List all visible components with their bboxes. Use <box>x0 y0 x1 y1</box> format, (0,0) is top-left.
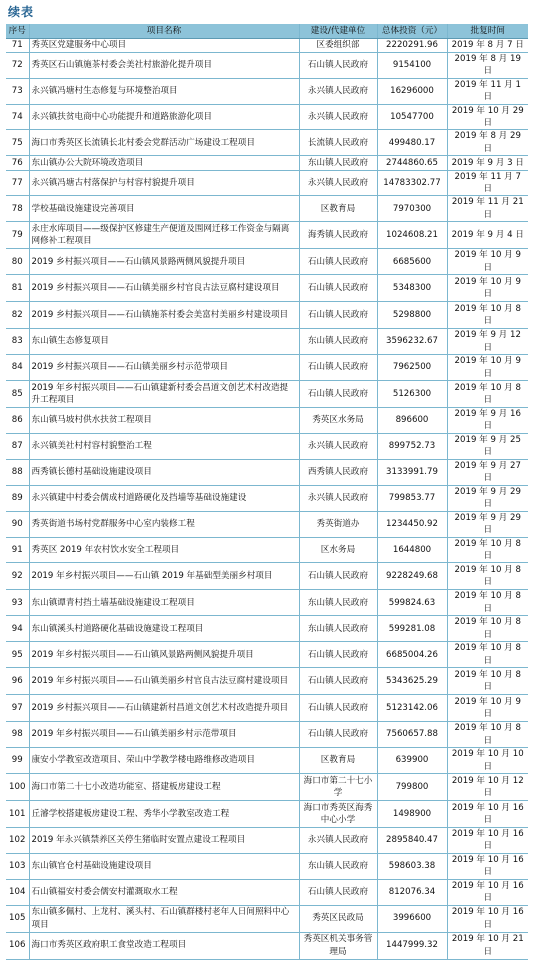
cell-investment: 598603.38 <box>377 853 447 879</box>
cell-project-name: 海口市第二十七小改造功能室、搭建板房建设工程 <box>29 774 299 801</box>
cell-date: 2019 年 11 月 7 日 <box>447 170 528 196</box>
cell-no: 104 <box>9 887 26 898</box>
cell-date: 2019 年 8 月 19 日 <box>447 52 528 78</box>
cell-project-name: 秀英街道书场村党群服务中心室内装修工程 <box>29 511 299 537</box>
table-row <box>6 642 528 668</box>
cell-investment: 639900 <box>377 748 447 774</box>
table-row <box>6 828 528 854</box>
cell-project-name: 2019 年乡村振兴项目——石山镇建新村委会昌道文创艺术村改造提升工程项目 <box>29 381 299 408</box>
cell-no: 94 <box>11 623 23 634</box>
cell-no: 77 <box>11 177 23 188</box>
page-title: 续表 <box>8 5 35 19</box>
cell-no: 93 <box>11 597 23 608</box>
cell-no: 105 <box>9 913 26 924</box>
cell-unit: 东山镇人民政府 <box>299 590 377 616</box>
cell-project-name: 石山镇福安村委会儒安村灌溉取水工程 <box>29 879 299 905</box>
cell-investment: 5348300 <box>377 275 447 302</box>
cell-unit: 秀英区水务局 <box>299 408 377 434</box>
cell-no: 91 <box>11 544 23 555</box>
cell-investment: 3133991.79 <box>377 459 447 485</box>
cell-no: 80 <box>11 256 23 267</box>
cell-no: 85 <box>11 388 23 399</box>
cell-date: 2019 年 8 月 7 日 <box>447 38 528 52</box>
table-row <box>6 408 528 434</box>
table-header <box>6 24 528 38</box>
cell-unit: 东山镇人民政府 <box>299 329 377 355</box>
header-no: 序号 <box>6 24 29 38</box>
cell-no: 100 <box>9 781 26 792</box>
cell-date: 2019 年 10 月 10 日 <box>447 748 528 774</box>
cell-unit: 区委组织部 <box>299 38 377 52</box>
cell-no: 74 <box>11 111 23 122</box>
cell-project-name: 东山镇官仓村基础设施建设项目 <box>29 853 299 879</box>
cell-date: 2019 年 10 月 9 日 <box>447 355 528 381</box>
cell-unit: 海口市秀英区海秀中心小学 <box>299 801 377 828</box>
table-row <box>6 381 528 408</box>
cell-no: 86 <box>11 415 23 426</box>
cell-project-name: 2019 年乡村振兴项目——石山镇美丽乡村官良古法豆腐村建设项目 <box>29 668 299 695</box>
table-row <box>6 748 528 774</box>
cell-investment: 9228249.68 <box>377 563 447 590</box>
cell-date: 2019 年 9 月 29 日 <box>447 485 528 511</box>
cell-project-name: 东山镇马坡村供水扶贫工程项目 <box>29 408 299 434</box>
table-row <box>6 905 528 932</box>
cell-unit: 东山镇人民政府 <box>299 853 377 879</box>
table-row <box>6 329 528 355</box>
cell-no: 83 <box>11 336 23 347</box>
cell-unit: 秀英街道办 <box>299 511 377 537</box>
cell-unit: 石山镇人民政府 <box>299 275 377 302</box>
cell-investment: 5123142.06 <box>377 695 447 722</box>
cell-unit: 永兴镇人民政府 <box>299 828 377 854</box>
cell-date: 2019 年 10 月 9 日 <box>447 275 528 302</box>
table-row <box>6 774 528 801</box>
table-row <box>6 196 528 222</box>
cell-no: 96 <box>11 675 23 686</box>
cell-investment: 3996600 <box>377 905 447 932</box>
cell-no: 73 <box>11 85 23 96</box>
cell-project-name: 永兴镇扶贫电商中心功能提升和道路旅游化项目 <box>29 104 299 130</box>
cell-investment: 2220291.96 <box>377 38 447 52</box>
cell-no: 102 <box>9 835 26 846</box>
cell-unit: 石山镇人民政府 <box>299 695 377 722</box>
cell-date: 2019 年 9 月 27 日 <box>447 459 528 485</box>
cell-unit: 区水务局 <box>299 537 377 563</box>
cell-investment: 5298800 <box>377 302 447 329</box>
cell-date: 2019 年 9 月 16 日 <box>447 408 528 434</box>
cell-project-name: 西秀镇长德村基础设施建设项目 <box>29 459 299 485</box>
cell-date: 2019 年 10 月 9 日 <box>447 695 528 722</box>
table-row <box>6 433 528 459</box>
cell-no: 72 <box>11 59 23 70</box>
table-row <box>6 78 528 104</box>
cell-date: 2019 年 10 月 8 日 <box>447 381 528 408</box>
cell-project-name: 东山镇谭青村挡土墙基础设施建设工程项目 <box>29 590 299 616</box>
cell-date: 2019 年 10 月 8 日 <box>447 302 528 329</box>
cell-project-name: 2019 年乡村振兴项目——石山镇风景路两侧风貌提升项目 <box>29 642 299 668</box>
table-row <box>6 104 528 130</box>
table-row <box>6 563 528 590</box>
cell-date: 2019 年 10 月 16 日 <box>447 879 528 905</box>
cell-unit: 永兴镇人民政府 <box>299 104 377 130</box>
cell-investment: 5126300 <box>377 381 447 408</box>
cell-no: 79 <box>11 230 23 241</box>
cell-no: 71 <box>11 39 23 50</box>
cell-date: 2019 年 11 月 1 日 <box>447 78 528 104</box>
cell-date: 2019 年 9 月 25 日 <box>447 433 528 459</box>
cell-unit: 海口市第二十七小学 <box>299 774 377 801</box>
cell-no: 88 <box>11 467 23 478</box>
cell-unit: 石山镇人民政府 <box>299 563 377 590</box>
cell-unit: 永兴镇人民政府 <box>299 433 377 459</box>
cell-no: 97 <box>11 702 23 713</box>
cell-investment: 14783302.77 <box>377 170 447 196</box>
cell-project-name: 秀英区党建服务中心项目 <box>29 38 299 52</box>
cell-investment: 1024608.21 <box>377 222 447 249</box>
cell-investment: 799800 <box>377 774 447 801</box>
cell-investment: 896600 <box>377 408 447 434</box>
cell-unit: 石山镇人民政府 <box>299 381 377 408</box>
cell-project-name: 永兴镇美社村村容村貌整治工程 <box>29 433 299 459</box>
table-row <box>6 590 528 616</box>
cell-no: 90 <box>11 518 23 529</box>
cell-date: 2019 年 10 月 16 日 <box>447 828 528 854</box>
cell-project-name: 2019 年永兴镇禁养区关停生猪临时安置点建设工程项目 <box>29 828 299 854</box>
cell-investment: 2744860.65 <box>377 156 447 170</box>
cell-date: 2019 年 9 月 4 日 <box>447 222 528 249</box>
cell-project-name: 2019 乡村振兴项目——石山镇美丽乡村示范带项目 <box>29 355 299 381</box>
table-row <box>6 130 528 156</box>
cell-project-name: 海口市秀英区长流镇长北村委会党群活动广场建设工程项目 <box>29 130 299 156</box>
cell-project-name: 永庄水库项目——级保护区修建生产便道及围网迁移工作资金与隔离网修补工程项目 <box>29 222 299 249</box>
cell-no: 84 <box>11 362 23 373</box>
cell-investment: 16296000 <box>377 78 447 104</box>
cell-project-name: 2019 乡村振兴项目——石山镇施茶村委会美富村美丽乡村建设项目 <box>29 302 299 329</box>
cell-no: 81 <box>11 282 23 293</box>
cell-unit: 石山镇人民政府 <box>299 355 377 381</box>
cell-date: 2019 年 9 月 29 日 <box>447 511 528 537</box>
cell-date: 2019 年 10 月 29 日 <box>447 104 528 130</box>
cell-unit: 石山镇人民政府 <box>299 879 377 905</box>
cell-project-name: 2019 乡村振兴项目——石山镇美丽乡村官良古法豆腐村建设项目 <box>29 275 299 302</box>
cell-unit: 区教育局 <box>299 748 377 774</box>
cell-unit: 秀英区机关事务管理局 <box>299 932 377 959</box>
cell-investment: 1498900 <box>377 801 447 828</box>
cell-project-name: 东山镇生态修复项目 <box>29 329 299 355</box>
cell-project-name: 学校基础设施建设完善项目 <box>29 196 299 222</box>
table-row <box>6 537 528 563</box>
cell-unit: 石山镇人民政府 <box>299 302 377 329</box>
table-row <box>6 485 528 511</box>
cell-date: 2019 年 10 月 8 日 <box>447 642 528 668</box>
cell-project-name: 2019 乡村振兴项目——石山镇建新村昌道文创艺术村改造提升项目 <box>29 695 299 722</box>
cell-investment: 7560657.88 <box>377 722 447 748</box>
table-row <box>6 459 528 485</box>
cell-project-name: 秀英区石山镇施茶村委会美社村旅游化提升项目 <box>29 52 299 78</box>
table-row <box>6 222 528 249</box>
cell-investment: 5343625.29 <box>377 668 447 695</box>
cell-project-name: 康安小学教室改造项目、荣山中学教学楼电路维修改造项目 <box>29 748 299 774</box>
cell-date: 2019 年 10 月 12 日 <box>447 774 528 801</box>
cell-no: 76 <box>11 157 23 168</box>
cell-investment: 7962500 <box>377 355 447 381</box>
cell-date: 2019 年 10 月 8 日 <box>447 616 528 642</box>
cell-date: 2019 年 10 月 8 日 <box>447 563 528 590</box>
cell-project-name: 秀英区 2019 年农村饮水安全工程项目 <box>29 537 299 563</box>
cell-date: 2019 年 9 月 3 日 <box>447 156 528 170</box>
cell-project-name: 东山镇多佩村、上龙村、溪头村、石山镇群楼村老年人日间照料中心项目 <box>29 905 299 932</box>
header-date: 批复时间 <box>447 24 528 38</box>
cell-unit: 永兴镇人民政府 <box>299 170 377 196</box>
table-row <box>6 879 528 905</box>
cell-project-name: 海口市秀英区政府职工食堂改造工程项目 <box>29 932 299 959</box>
cell-investment: 2895840.47 <box>377 828 447 854</box>
cell-unit: 永兴镇人民政府 <box>299 485 377 511</box>
project-table <box>6 24 528 960</box>
cell-date: 2019 年 10 月 16 日 <box>447 801 528 828</box>
header-unit: 建设/代建单位 <box>299 24 377 38</box>
cell-project-name: 2019 乡村振兴项目——石山镇风景路两侧风貌提升项目 <box>29 249 299 275</box>
cell-unit: 东山镇人民政府 <box>299 616 377 642</box>
cell-date: 2019 年 10 月 16 日 <box>447 905 528 932</box>
cell-investment: 599824.63 <box>377 590 447 616</box>
cell-no: 82 <box>11 309 23 320</box>
cell-no: 89 <box>11 492 23 503</box>
table-row <box>6 302 528 329</box>
table-row <box>6 170 528 196</box>
cell-unit: 石山镇人民政府 <box>299 722 377 748</box>
cell-date: 2019 年 10 月 9 日 <box>447 249 528 275</box>
cell-unit: 东山镇人民政府 <box>299 156 377 170</box>
cell-no: 101 <box>9 808 26 819</box>
table-row <box>6 52 528 78</box>
cell-date: 2019 年 10 月 8 日 <box>447 668 528 695</box>
table-row <box>6 932 528 959</box>
cell-no: 99 <box>11 755 23 766</box>
cell-project-name: 2019 年乡村振兴项目——石山镇美丽乡村示范带项目 <box>29 722 299 748</box>
cell-unit: 秀英区民政局 <box>299 905 377 932</box>
cell-investment: 1447999.32 <box>377 932 447 959</box>
cell-investment: 3596232.67 <box>377 329 447 355</box>
table-row <box>6 511 528 537</box>
cell-investment: 499480.17 <box>377 130 447 156</box>
cell-no: 106 <box>9 940 26 951</box>
cell-investment: 799853.77 <box>377 485 447 511</box>
table-row <box>6 668 528 695</box>
cell-unit: 永兴镇人民政府 <box>299 78 377 104</box>
table-row <box>6 38 528 52</box>
cell-no: 78 <box>11 203 23 214</box>
cell-unit: 石山镇人民政府 <box>299 642 377 668</box>
cell-project-name: 丘濬学校搭建板房建设工程、秀华小学教室改造工程 <box>29 801 299 828</box>
table-row <box>6 722 528 748</box>
table-row <box>6 853 528 879</box>
header-investment: 总体投资（元） <box>377 24 447 38</box>
cell-date: 2019 年 10 月 16 日 <box>447 853 528 879</box>
cell-project-name: 永兴镇冯塘村生态修复与环境整治项目 <box>29 78 299 104</box>
cell-investment: 1234450.92 <box>377 511 447 537</box>
cell-unit: 石山镇人民政府 <box>299 249 377 275</box>
header-row <box>6 24 528 38</box>
cell-project-name: 永兴镇冯塘古村落保护与村容村貌提升项目 <box>29 170 299 196</box>
cell-project-name: 东山镇溪头村道路硬化基础设施建设工程项目 <box>29 616 299 642</box>
cell-unit: 石山镇人民政府 <box>299 668 377 695</box>
cell-unit: 海秀镇人民政府 <box>299 222 377 249</box>
cell-no: 75 <box>11 137 23 148</box>
cell-unit: 西秀镇人民政府 <box>299 459 377 485</box>
cell-investment: 599281.08 <box>377 616 447 642</box>
cell-project-name: 2019 年乡村振兴项目——石山镇 2019 年基础型美丽乡村项目 <box>29 563 299 590</box>
cell-investment: 6685004.26 <box>377 642 447 668</box>
cell-investment: 9154100 <box>377 52 447 78</box>
table-body <box>6 38 528 959</box>
cell-no: 87 <box>11 441 23 452</box>
table-row <box>6 695 528 722</box>
cell-investment: 1644800 <box>377 537 447 563</box>
cell-investment: 812076.34 <box>377 879 447 905</box>
cell-unit: 长流镇人民政府 <box>299 130 377 156</box>
cell-investment: 899752.73 <box>377 433 447 459</box>
cell-investment: 10547700 <box>377 104 447 130</box>
cell-date: 2019 年 10 月 8 日 <box>447 722 528 748</box>
cell-date: 2019 年 10 月 8 日 <box>447 537 528 563</box>
table-row <box>6 156 528 170</box>
cell-date: 2019 年 10 月 8 日 <box>447 590 528 616</box>
cell-date: 2019 年 10 月 21 日 <box>447 932 528 959</box>
cell-project-name: 东山镇办公大院环境改造项目 <box>29 156 299 170</box>
cell-date: 2019 年 8 月 29 日 <box>447 130 528 156</box>
cell-no: 98 <box>11 729 23 740</box>
table-row <box>6 249 528 275</box>
cell-unit: 区教育局 <box>299 196 377 222</box>
cell-investment: 6685600 <box>377 249 447 275</box>
cell-investment: 7970300 <box>377 196 447 222</box>
cell-no: 95 <box>11 649 23 660</box>
table-row <box>6 275 528 302</box>
cell-unit: 石山镇人民政府 <box>299 52 377 78</box>
cell-date: 2019 年 9 月 12 日 <box>447 329 528 355</box>
cell-project-name: 永兴镇建中村委会儒成村道路硬化及挡墙等基础设施建设 <box>29 485 299 511</box>
table-row <box>6 616 528 642</box>
cell-date: 2019 年 11 月 21 日 <box>447 196 528 222</box>
header-name: 项目名称 <box>29 24 299 38</box>
table-row <box>6 801 528 828</box>
cell-no: 103 <box>9 861 26 872</box>
table-row <box>6 355 528 381</box>
cell-no: 92 <box>11 571 23 582</box>
